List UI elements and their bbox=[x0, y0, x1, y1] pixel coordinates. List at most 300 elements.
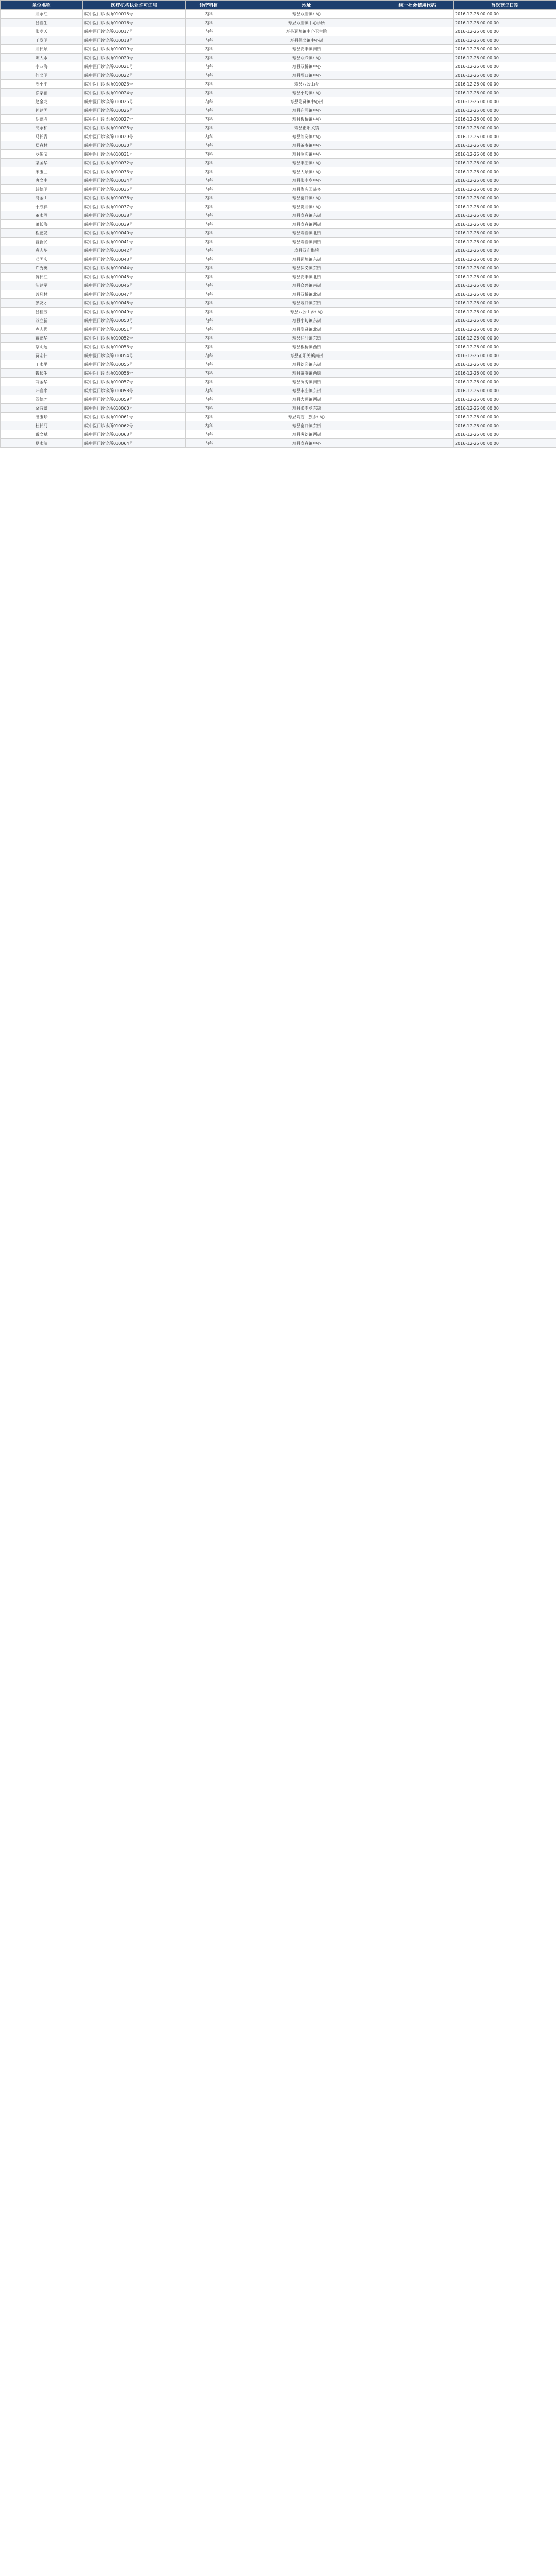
cell-address: 寿县寿春镇北街 bbox=[232, 229, 381, 238]
table-row bbox=[1, 167, 556, 176]
cell-register-date: 2016-12-26 00:00:00 bbox=[454, 19, 556, 27]
cell-subject: 内科 bbox=[186, 211, 232, 220]
cell-credit-code bbox=[381, 54, 454, 62]
table-row bbox=[1, 124, 556, 132]
cell-credit-code bbox=[381, 211, 454, 220]
cell-credit-code bbox=[381, 308, 454, 316]
cell-credit-code bbox=[381, 395, 454, 404]
cell-address: 寿县安丰镇南街 bbox=[232, 45, 381, 54]
cell-credit-code bbox=[381, 229, 454, 238]
cell-address: 寿县隐贤镇北街 bbox=[232, 325, 381, 334]
cell-license: 皖中医门诊诊所010055号 bbox=[83, 360, 186, 369]
cell-name: 丁永平 bbox=[1, 360, 83, 369]
cell-name: 高永和 bbox=[1, 124, 83, 132]
cell-register-date: 2016-12-26 00:00:00 bbox=[454, 386, 556, 395]
cell-name: 魏长生 bbox=[1, 369, 83, 378]
cell-credit-code bbox=[381, 167, 454, 176]
table-row bbox=[1, 316, 556, 325]
cell-license: 皖中医门诊诊所010060号 bbox=[83, 404, 186, 413]
table-row bbox=[1, 404, 556, 413]
cell-register-date: 2016-12-26 00:00:00 bbox=[454, 351, 556, 360]
cell-register-date: 2016-12-26 00:00:00 bbox=[454, 45, 556, 54]
cell-license: 皖中医门诊诊所010046号 bbox=[83, 281, 186, 290]
cell-license: 皖中医门诊诊所010038号 bbox=[83, 211, 186, 220]
cell-credit-code bbox=[381, 264, 454, 273]
cell-license: 皖中医门诊诊所010048号 bbox=[83, 299, 186, 308]
cell-subject: 内科 bbox=[186, 404, 232, 413]
cell-register-date: 2016-12-26 00:00:00 bbox=[454, 10, 556, 19]
table-row bbox=[1, 281, 556, 290]
cell-register-date: 2016-12-26 00:00:00 bbox=[454, 395, 556, 404]
cell-address: 寿县寿春镇中心 bbox=[232, 439, 381, 448]
cell-subject: 内科 bbox=[186, 124, 232, 132]
cell-name: 徐家福 bbox=[1, 89, 83, 97]
cell-license: 皖中医门诊诊所010040号 bbox=[83, 229, 186, 238]
cell-license: 皖中医门诊诊所010062号 bbox=[83, 421, 186, 430]
cell-credit-code bbox=[381, 10, 454, 19]
cell-subject: 内科 bbox=[186, 430, 232, 439]
cell-credit-code bbox=[381, 19, 454, 27]
cell-credit-code bbox=[381, 89, 454, 97]
cell-address: 寿县双庙镇中心诊所 bbox=[232, 19, 381, 27]
records-table bbox=[0, 0, 556, 448]
cell-name: 卢志强 bbox=[1, 325, 83, 334]
table-row bbox=[1, 211, 556, 220]
cell-address: 寿县大顺镇中心 bbox=[232, 167, 381, 176]
cell-address: 寿县正阳关镇 bbox=[232, 124, 381, 132]
cell-license: 皖中医门诊诊所010028号 bbox=[83, 124, 186, 132]
cell-register-date: 2016-12-26 00:00:00 bbox=[454, 220, 556, 229]
cell-subject: 内科 bbox=[186, 115, 232, 124]
cell-register-date: 2016-12-26 00:00:00 bbox=[454, 308, 556, 316]
table-row bbox=[1, 351, 556, 360]
cell-name: 曾凡林 bbox=[1, 290, 83, 299]
table-row bbox=[1, 150, 556, 159]
cell-credit-code bbox=[381, 150, 454, 159]
cell-register-date: 2016-12-26 00:00:00 bbox=[454, 211, 556, 220]
table-row bbox=[1, 27, 556, 36]
cell-credit-code bbox=[381, 80, 454, 89]
cell-address: 寿县炎刘镇西街 bbox=[232, 430, 381, 439]
cell-license: 皖中医门诊诊所010019号 bbox=[83, 45, 186, 54]
cell-address: 寿县涧沟镇中心 bbox=[232, 150, 381, 159]
cell-license: 皖中医门诊诊所010042号 bbox=[83, 246, 186, 255]
cell-license: 皖中医门诊诊所010054号 bbox=[83, 351, 186, 360]
cell-subject: 内科 bbox=[186, 150, 232, 159]
cell-subject: 内科 bbox=[186, 246, 232, 255]
cell-register-date: 2016-12-26 00:00:00 bbox=[454, 369, 556, 378]
cell-license: 皖中医门诊诊所010031号 bbox=[83, 150, 186, 159]
cell-subject: 内科 bbox=[186, 334, 232, 343]
header-register-date: 首次登记日期 bbox=[454, 1, 556, 10]
cell-register-date: 2016-12-26 00:00:00 bbox=[454, 404, 556, 413]
cell-license: 皖中医门诊诊所010023号 bbox=[83, 80, 186, 89]
cell-subject: 内科 bbox=[186, 273, 232, 281]
cell-subject: 内科 bbox=[186, 264, 232, 273]
table-row bbox=[1, 185, 556, 194]
cell-address: 寿县茶庵镇中心 bbox=[232, 141, 381, 150]
cell-license: 皖中医门诊诊所010034号 bbox=[83, 176, 186, 185]
cell-name: 刘长顺 bbox=[1, 45, 83, 54]
cell-register-date: 2016-12-26 00:00:00 bbox=[454, 255, 556, 264]
cell-credit-code bbox=[381, 273, 454, 281]
cell-subject: 内科 bbox=[186, 106, 232, 115]
cell-name: 韩德明 bbox=[1, 185, 83, 194]
cell-license: 皖中医门诊诊所010032号 bbox=[83, 159, 186, 167]
cell-name: 唐文中 bbox=[1, 176, 83, 185]
cell-register-date: 2016-12-26 00:00:00 bbox=[454, 89, 556, 97]
cell-address: 寿县堰口镇东街 bbox=[232, 299, 381, 308]
cell-subject: 内科 bbox=[186, 27, 232, 36]
table-row bbox=[1, 325, 556, 334]
cell-name: 孙建国 bbox=[1, 106, 83, 115]
cell-name: 彭友才 bbox=[1, 299, 83, 308]
cell-subject: 内科 bbox=[186, 386, 232, 395]
cell-subject: 内科 bbox=[186, 45, 232, 54]
cell-license: 皖中医门诊诊所010022号 bbox=[83, 71, 186, 80]
cell-address: 寿县双桥镇北街 bbox=[232, 290, 381, 299]
cell-credit-code bbox=[381, 176, 454, 185]
cell-credit-code bbox=[381, 334, 454, 343]
cell-subject: 内科 bbox=[186, 229, 232, 238]
cell-credit-code bbox=[381, 281, 454, 290]
cell-register-date: 2016-12-26 00:00:00 bbox=[454, 290, 556, 299]
cell-name: 许秀英 bbox=[1, 264, 83, 273]
cell-register-date: 2016-12-26 00:00:00 bbox=[454, 185, 556, 194]
cell-address: 寿县双桥镇中心 bbox=[232, 62, 381, 71]
cell-credit-code bbox=[381, 141, 454, 150]
cell-address: 寿县瓦埠镇中心卫生院 bbox=[232, 27, 381, 36]
cell-subject: 内科 bbox=[186, 132, 232, 141]
cell-register-date: 2016-12-26 00:00:00 bbox=[454, 413, 556, 421]
cell-subject: 内科 bbox=[186, 89, 232, 97]
cell-register-date: 2016-12-26 00:00:00 bbox=[454, 202, 556, 211]
cell-register-date: 2016-12-26 00:00:00 bbox=[454, 273, 556, 281]
cell-license: 皖中医门诊诊所010030号 bbox=[83, 141, 186, 150]
cell-name: 蔡明远 bbox=[1, 343, 83, 351]
cell-subject: 内科 bbox=[186, 238, 232, 246]
cell-license: 皖中医门诊诊所010050号 bbox=[83, 316, 186, 325]
cell-name: 董永胜 bbox=[1, 211, 83, 220]
cell-register-date: 2016-12-26 00:00:00 bbox=[454, 378, 556, 386]
cell-name: 王发明 bbox=[1, 36, 83, 45]
cell-name: 何义明 bbox=[1, 71, 83, 80]
cell-subject: 内科 bbox=[186, 395, 232, 404]
cell-subject: 内科 bbox=[186, 316, 232, 325]
cell-name: 冯金山 bbox=[1, 194, 83, 202]
cell-license: 皖中医门诊诊所010063号 bbox=[83, 430, 186, 439]
cell-credit-code bbox=[381, 202, 454, 211]
cell-register-date: 2016-12-26 00:00:00 bbox=[454, 264, 556, 273]
cell-address: 寿县保义镇中心街 bbox=[232, 36, 381, 45]
cell-address: 寿县双庙集镇 bbox=[232, 246, 381, 255]
cell-address: 寿县张李乡东街 bbox=[232, 404, 381, 413]
cell-name: 夏永清 bbox=[1, 439, 83, 448]
cell-credit-code bbox=[381, 62, 454, 71]
cell-name: 邓国庆 bbox=[1, 255, 83, 264]
cell-credit-code bbox=[381, 194, 454, 202]
cell-license: 皖中医门诊诊所010043号 bbox=[83, 255, 186, 264]
cell-license: 皖中医门诊诊所010039号 bbox=[83, 220, 186, 229]
cell-address: 寿县瓦埠镇东街 bbox=[232, 255, 381, 264]
header-address: 地址 bbox=[232, 1, 381, 10]
table-row bbox=[1, 194, 556, 202]
cell-credit-code bbox=[381, 430, 454, 439]
cell-name: 周小平 bbox=[1, 80, 83, 89]
cell-credit-code bbox=[381, 386, 454, 395]
cell-name: 戴文斌 bbox=[1, 430, 83, 439]
header-license: 医疗机构执业许可证号 bbox=[83, 1, 186, 10]
cell-name: 程德发 bbox=[1, 229, 83, 238]
cell-credit-code bbox=[381, 159, 454, 167]
cell-register-date: 2016-12-26 00:00:00 bbox=[454, 430, 556, 439]
cell-name: 叶春来 bbox=[1, 386, 83, 395]
cell-register-date: 2016-12-26 00:00:00 bbox=[454, 115, 556, 124]
cell-subject: 内科 bbox=[186, 281, 232, 290]
header-name: 单位名称 bbox=[1, 1, 83, 10]
cell-name: 于成祥 bbox=[1, 202, 83, 211]
cell-subject: 内科 bbox=[186, 343, 232, 351]
table-row bbox=[1, 141, 556, 150]
cell-subject: 内科 bbox=[186, 351, 232, 360]
cell-credit-code bbox=[381, 106, 454, 115]
cell-subject: 内科 bbox=[186, 378, 232, 386]
cell-license: 皖中医门诊诊所010015号 bbox=[83, 10, 186, 19]
table-row bbox=[1, 246, 556, 255]
cell-credit-code bbox=[381, 421, 454, 430]
table-row bbox=[1, 238, 556, 246]
table-row bbox=[1, 255, 556, 264]
header-row bbox=[1, 1, 556, 10]
cell-address: 寿县八公山乡中心 bbox=[232, 308, 381, 316]
cell-credit-code bbox=[381, 290, 454, 299]
cell-address: 寿县涧沟镇南街 bbox=[232, 378, 381, 386]
cell-address: 寿县双庙镇中心 bbox=[232, 10, 381, 19]
cell-register-date: 2016-12-26 00:00:00 bbox=[454, 316, 556, 325]
cell-credit-code bbox=[381, 351, 454, 360]
cell-subject: 内科 bbox=[186, 159, 232, 167]
cell-license: 皖中医门诊诊所010024号 bbox=[83, 89, 186, 97]
cell-address: 寿县陶店回族乡中心 bbox=[232, 413, 381, 421]
cell-address: 寿县茶庵镇西街 bbox=[232, 369, 381, 378]
cell-address: 寿县刘岗镇东街 bbox=[232, 360, 381, 369]
cell-name: 赵金龙 bbox=[1, 97, 83, 106]
cell-address: 寿县安丰镇北街 bbox=[232, 273, 381, 281]
cell-credit-code bbox=[381, 360, 454, 369]
cell-subject: 内科 bbox=[186, 10, 232, 19]
cell-license: 皖中医门诊诊所010056号 bbox=[83, 369, 186, 378]
cell-subject: 内科 bbox=[186, 308, 232, 316]
table-row bbox=[1, 220, 556, 229]
cell-name: 宋玉兰 bbox=[1, 167, 83, 176]
cell-register-date: 2016-12-26 00:00:00 bbox=[454, 194, 556, 202]
cell-license: 皖中医门诊诊所010064号 bbox=[83, 439, 186, 448]
cell-license: 皖中医门诊诊所010035号 bbox=[83, 185, 186, 194]
cell-address: 寿县窑口镇中心 bbox=[232, 194, 381, 202]
cell-subject: 内科 bbox=[186, 176, 232, 185]
cell-credit-code bbox=[381, 115, 454, 124]
cell-name: 潘玉珍 bbox=[1, 413, 83, 421]
cell-credit-code bbox=[381, 246, 454, 255]
cell-register-date: 2016-12-26 00:00:00 bbox=[454, 141, 556, 150]
cell-credit-code bbox=[381, 132, 454, 141]
cell-register-date: 2016-12-26 00:00:00 bbox=[454, 167, 556, 176]
cell-license: 皖中医门诊诊所010021号 bbox=[83, 62, 186, 71]
cell-license: 皖中医门诊诊所010053号 bbox=[83, 343, 186, 351]
cell-address: 寿县板桥镇中心 bbox=[232, 115, 381, 124]
cell-name: 刘永红 bbox=[1, 10, 83, 19]
cell-license: 皖中医门诊诊所010052号 bbox=[83, 334, 186, 343]
cell-subject: 内科 bbox=[186, 62, 232, 71]
cell-address: 寿县寿春镇南街 bbox=[232, 238, 381, 246]
cell-credit-code bbox=[381, 255, 454, 264]
cell-license: 皖中医门诊诊所010017号 bbox=[83, 27, 186, 36]
cell-license: 皖中医门诊诊所010058号 bbox=[83, 386, 186, 395]
cell-name: 吕春生 bbox=[1, 19, 83, 27]
table-row bbox=[1, 360, 556, 369]
cell-register-date: 2016-12-26 00:00:00 bbox=[454, 71, 556, 80]
cell-register-date: 2016-12-26 00:00:00 bbox=[454, 421, 556, 430]
cell-license: 皖中医门诊诊所010016号 bbox=[83, 19, 186, 27]
cell-license: 皖中医门诊诊所010018号 bbox=[83, 36, 186, 45]
table-row bbox=[1, 54, 556, 62]
cell-subject: 内科 bbox=[186, 97, 232, 106]
cell-license: 皖中医门诊诊所010047号 bbox=[83, 290, 186, 299]
cell-name: 袁志华 bbox=[1, 246, 83, 255]
cell-address: 寿县迎河镇东街 bbox=[232, 334, 381, 343]
table-row bbox=[1, 334, 556, 343]
cell-subject: 内科 bbox=[186, 299, 232, 308]
cell-name: 杜长河 bbox=[1, 421, 83, 430]
cell-register-date: 2016-12-26 00:00:00 bbox=[454, 229, 556, 238]
cell-credit-code bbox=[381, 343, 454, 351]
cell-license: 皖中医门诊诊所010045号 bbox=[83, 273, 186, 281]
table-row bbox=[1, 264, 556, 273]
cell-credit-code bbox=[381, 71, 454, 80]
cell-license: 皖中医门诊诊所010033号 bbox=[83, 167, 186, 176]
cell-name: 阎德才 bbox=[1, 395, 83, 404]
cell-license: 皖中医门诊诊所010029号 bbox=[83, 132, 186, 141]
cell-name: 吕桂芳 bbox=[1, 308, 83, 316]
cell-address: 寿县寿春镇西街 bbox=[232, 220, 381, 229]
cell-subject: 内科 bbox=[186, 71, 232, 80]
cell-name: 傅长江 bbox=[1, 273, 83, 281]
cell-name: 贾宏伟 bbox=[1, 351, 83, 360]
cell-subject: 内科 bbox=[186, 360, 232, 369]
table-row bbox=[1, 273, 556, 281]
cell-address: 寿县窑口镇东街 bbox=[232, 421, 381, 430]
cell-credit-code bbox=[381, 124, 454, 132]
cell-license: 皖中医门诊诊所010036号 bbox=[83, 194, 186, 202]
cell-credit-code bbox=[381, 404, 454, 413]
table-row bbox=[1, 132, 556, 141]
cell-register-date: 2016-12-26 00:00:00 bbox=[454, 360, 556, 369]
table-row bbox=[1, 299, 556, 308]
cell-register-date: 2016-12-26 00:00:00 bbox=[454, 176, 556, 185]
cell-subject: 内科 bbox=[186, 220, 232, 229]
cell-credit-code bbox=[381, 299, 454, 308]
cell-credit-code bbox=[381, 36, 454, 45]
cell-name: 郑春林 bbox=[1, 141, 83, 150]
cell-address: 寿县小甸镇东街 bbox=[232, 316, 381, 325]
table-row bbox=[1, 413, 556, 421]
table-row bbox=[1, 97, 556, 106]
cell-address: 寿县众兴镇南街 bbox=[232, 281, 381, 290]
cell-name: 萧长海 bbox=[1, 220, 83, 229]
cell-credit-code bbox=[381, 316, 454, 325]
cell-register-date: 2016-12-26 00:00:00 bbox=[454, 124, 556, 132]
cell-subject: 内科 bbox=[186, 202, 232, 211]
table-row bbox=[1, 36, 556, 45]
cell-license: 皖中医门诊诊所010059号 bbox=[83, 395, 186, 404]
cell-register-date: 2016-12-26 00:00:00 bbox=[454, 246, 556, 255]
cell-name: 张孝天 bbox=[1, 27, 83, 36]
cell-credit-code bbox=[381, 185, 454, 194]
cell-subject: 内科 bbox=[186, 439, 232, 448]
cell-name: 沈建军 bbox=[1, 281, 83, 290]
cell-name: 苏立新 bbox=[1, 316, 83, 325]
cell-address: 寿县丰庄镇中心 bbox=[232, 159, 381, 167]
table-row bbox=[1, 176, 556, 185]
cell-address: 寿县正阳关镇南街 bbox=[232, 351, 381, 360]
cell-credit-code bbox=[381, 325, 454, 334]
cell-address: 寿县小甸镇中心 bbox=[232, 89, 381, 97]
cell-address: 寿县众兴镇中心 bbox=[232, 54, 381, 62]
cell-address: 寿县保义镇东街 bbox=[232, 264, 381, 273]
table-row bbox=[1, 62, 556, 71]
cell-credit-code bbox=[381, 220, 454, 229]
cell-register-date: 2016-12-26 00:00:00 bbox=[454, 132, 556, 141]
cell-license: 皖中医门诊诊所010037号 bbox=[83, 202, 186, 211]
cell-subject: 内科 bbox=[186, 54, 232, 62]
cell-subject: 内科 bbox=[186, 36, 232, 45]
table-row bbox=[1, 45, 556, 54]
cell-credit-code bbox=[381, 369, 454, 378]
cell-register-date: 2016-12-26 00:00:00 bbox=[454, 80, 556, 89]
cell-register-date: 2016-12-26 00:00:00 bbox=[454, 325, 556, 334]
cell-address: 寿县堰口镇中心 bbox=[232, 71, 381, 80]
cell-register-date: 2016-12-26 00:00:00 bbox=[454, 97, 556, 106]
cell-subject: 内科 bbox=[186, 421, 232, 430]
cell-register-date: 2016-12-26 00:00:00 bbox=[454, 299, 556, 308]
cell-license: 皖中医门诊诊所010025号 bbox=[83, 97, 186, 106]
table-row bbox=[1, 421, 556, 430]
cell-subject: 内科 bbox=[186, 290, 232, 299]
table-row bbox=[1, 369, 556, 378]
table-row bbox=[1, 343, 556, 351]
cell-address: 寿县陶店回族乡 bbox=[232, 185, 381, 194]
cell-credit-code bbox=[381, 413, 454, 421]
table-row bbox=[1, 19, 556, 27]
cell-license: 皖中医门诊诊所010057号 bbox=[83, 378, 186, 386]
cell-name: 李四海 bbox=[1, 62, 83, 71]
cell-register-date: 2016-12-26 00:00:00 bbox=[454, 281, 556, 290]
cell-credit-code bbox=[381, 378, 454, 386]
cell-address: 寿县炎刘镇中心 bbox=[232, 202, 381, 211]
cell-license: 皖中医门诊诊所010061号 bbox=[83, 413, 186, 421]
table-row bbox=[1, 378, 556, 386]
cell-subject: 内科 bbox=[186, 255, 232, 264]
cell-name: 梁国华 bbox=[1, 159, 83, 167]
cell-name: 胡德胜 bbox=[1, 115, 83, 124]
cell-subject: 内科 bbox=[186, 325, 232, 334]
cell-register-date: 2016-12-26 00:00:00 bbox=[454, 27, 556, 36]
cell-license: 皖中医门诊诊所010044号 bbox=[83, 264, 186, 273]
cell-register-date: 2016-12-26 00:00:00 bbox=[454, 106, 556, 115]
cell-subject: 内科 bbox=[186, 167, 232, 176]
cell-subject: 内科 bbox=[186, 185, 232, 194]
table-row bbox=[1, 159, 556, 167]
